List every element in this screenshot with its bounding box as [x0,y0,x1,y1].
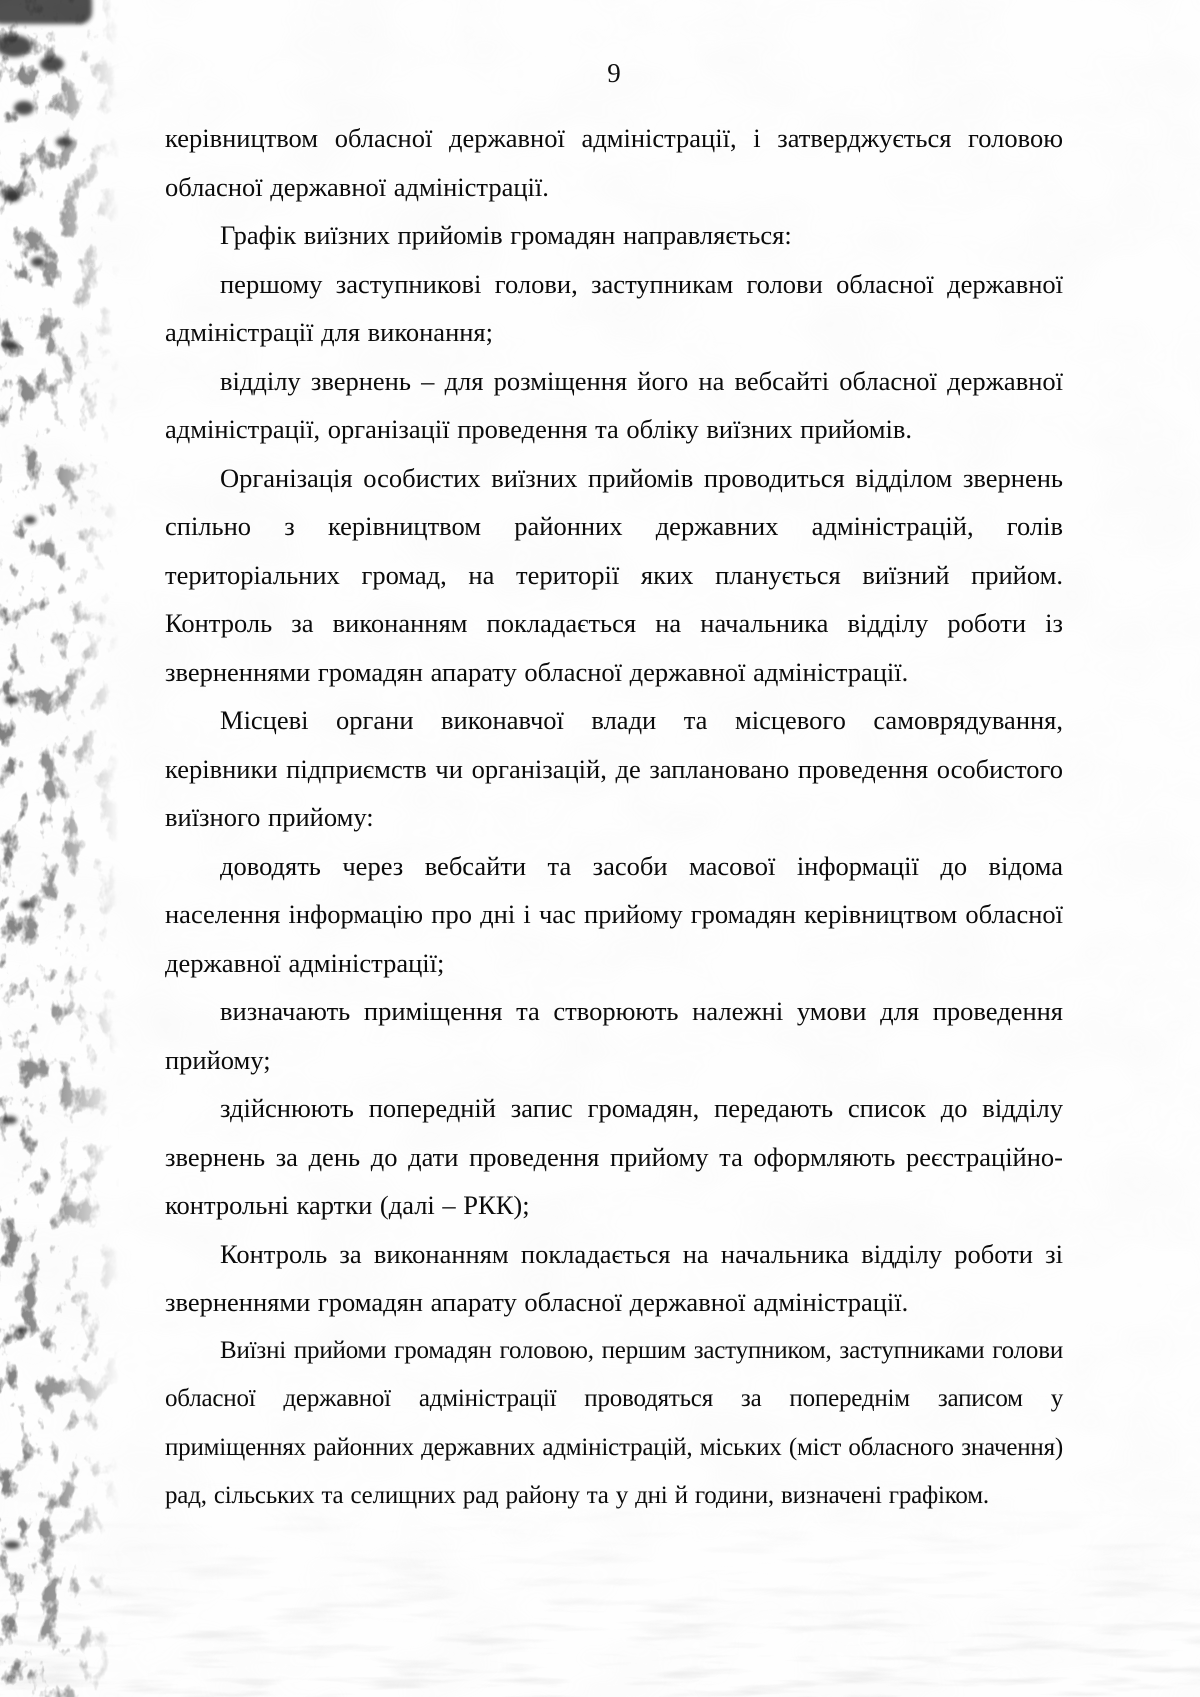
paragraph: доводять через вебсайти та засоби масової інформації до відома населення інформацію про дні і час прийому громадян керівництвом обласної державної адміністрації; [165,850,1063,978]
paragraph: Організація особистих виїзних прийомів проводиться відділом звернень спільно з керівництвом районних державних адміністрацій, голів територіальних громад, на території яких планується виїзний прийом. Контроль за виконанням покладається на начальника відділу роботи із зверненнями громадян апарату обласної державної адміністрації. [165,462,1063,687]
paragraph: визначають приміщення та створюють належні умови для проведення прийому; [165,996,1063,1075]
paragraph: керівництвом обласної державної адміністрації, і затверджується головою обласної державної адміністрації. [165,123,1063,202]
page-number: 9 [607,58,621,88]
scan-noise-left [0,0,120,1697]
paragraph: Контроль за виконанням покладається на начальника відділу роботи зі зверненнями громадян апарату обласної державної адміністрації. [165,1238,1063,1317]
document-body [165,114,1063,1521]
paragraph: здійснюють попередній запис громадян, передають список до відділу звернень за день до дати проведення прийому та оформляють реєстраційно-контрольні картки (далі – РКК); [165,1093,1063,1220]
paragraph: першому заступникові голови, заступникам голови обласної державної адміністрації для виконання; [165,268,1063,347]
paragraph: Місцеві органи виконавчої влади та місцевого самоврядування, керівники підприємств чи організацій, де заплановано проведення особистого виїзного прийому: [165,705,1063,832]
paragraph: Виїзні прийоми громадян головою, першим заступником, заступниками голови обласної державної адміністрації проводяться за попереднім записом у приміщеннях районних державних адміністрацій, міських (міст обласного значення) рад, сільських та селищних рад району та у дні й години, визначені графіком. [165,1336,1063,1509]
paragraph: Графік виїзних прийомів громадян направляється: [220,220,792,250]
paragraph: відділу звернень – для розміщення його на вебсайті обласної державної адміністрації, організації проведення та обліку виїзних прийомів. [165,365,1063,444]
